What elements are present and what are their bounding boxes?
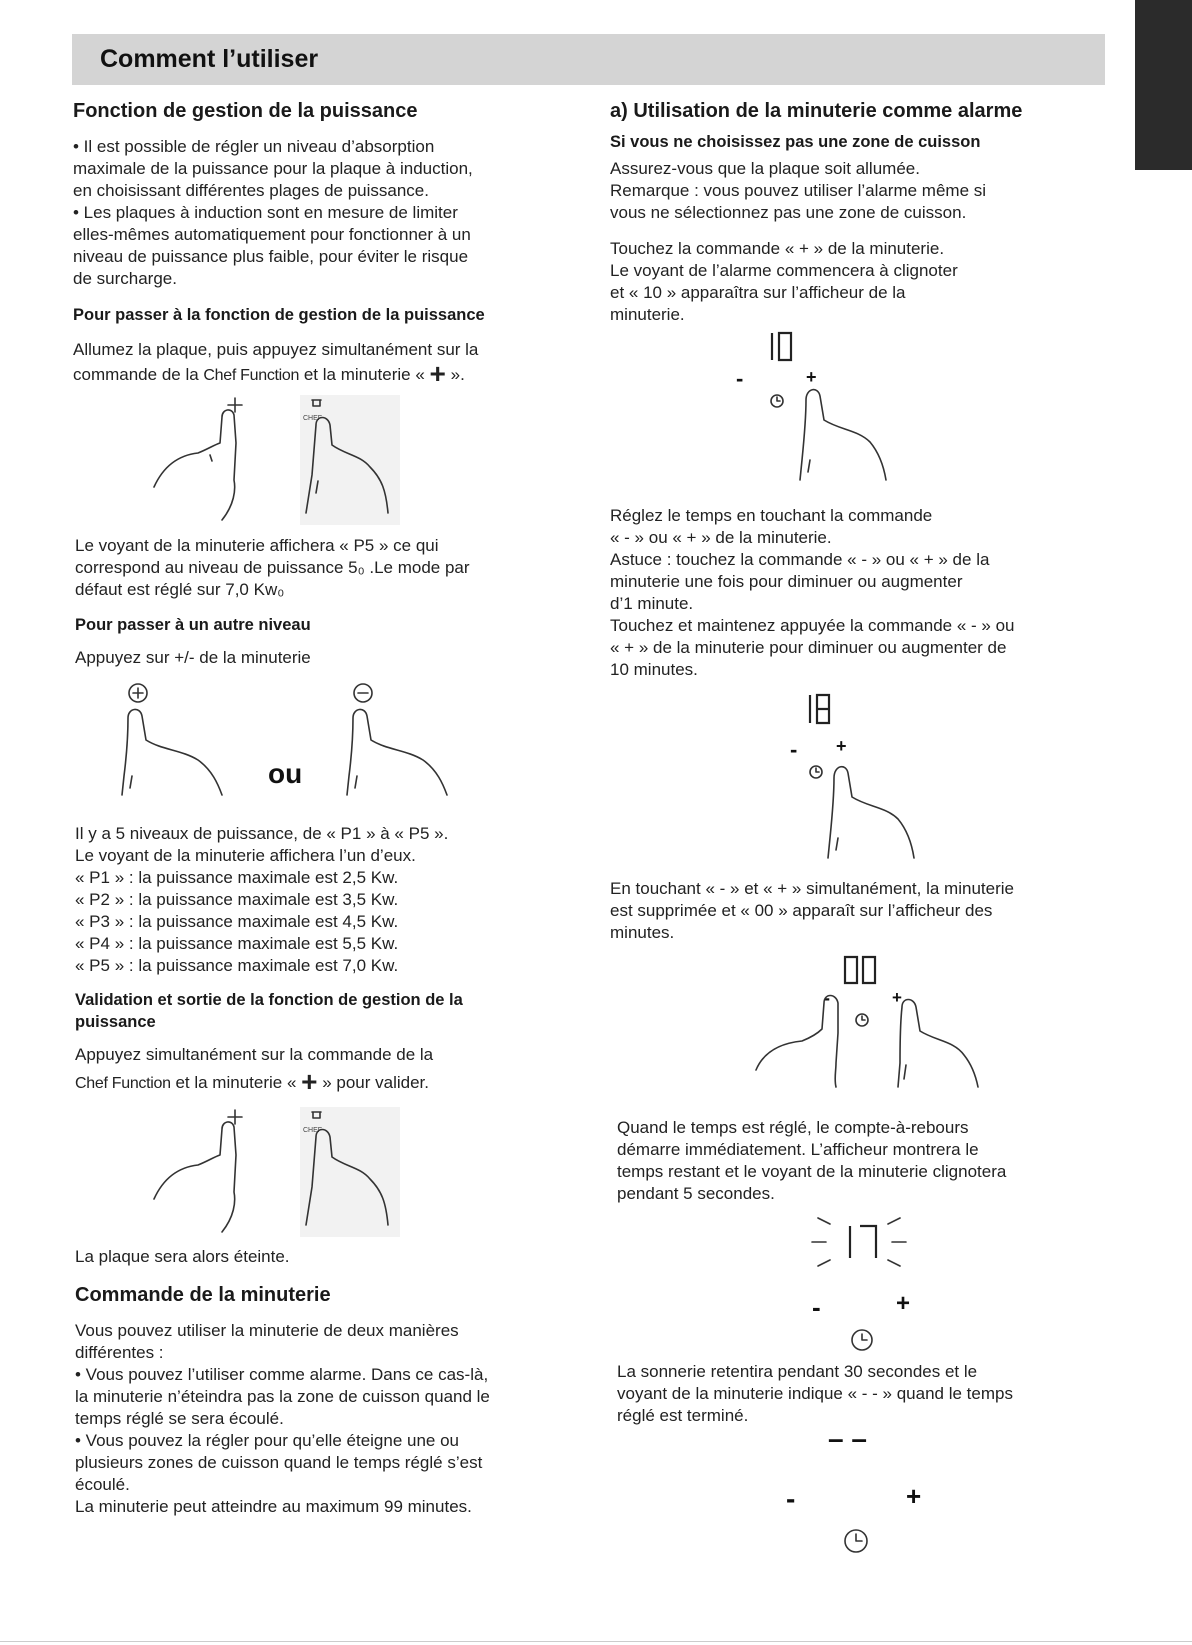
validate-text-2: [75, 1066, 429, 1097]
alarm-section-title: a) Utilisation de la minuterie comme alarme: [610, 100, 1023, 122]
figure-display-10: [730, 330, 910, 490]
touch-plus-text: Touchez la commande « + » de la minuterie. Le voyant de l’alarme commencera à clignoter et « 10 » apparaîtra sur l’afficheur de la minuterie.: [610, 239, 958, 324]
dash-display: – –: [828, 1423, 867, 1454]
chef-function-label: Chef Function: [203, 367, 300, 384]
plus-button[interactable]: +: [896, 1290, 911, 1317]
minus-button[interactable]: -: [812, 1292, 821, 1322]
enter-text-part: commande de la: [73, 365, 204, 384]
chef-icon-label: CHEF: [303, 1127, 323, 1134]
cancel-timer-text: En touchant « - » et « + » simultanément, la minuterie est supprimée et « 00 » apparaît sur l’afficheur des minutes.: [610, 879, 1014, 942]
alarm-end-text: La sonnerie retentira pendant 30 secondes et le voyant de la minuterie indique « - - » quand le temps réglé est terminé.: [617, 1362, 1013, 1425]
power-management-title: Fonction de gestion de la puissance: [73, 100, 418, 122]
enter-mode-title: Pour passer à la fonction de gestion de la puissance: [73, 306, 485, 324]
alarm-intro-text: Assurez-vous que la plaque soit allumée. Remarque : vous pouvez utiliser l’alarme même si vous ne sélectionnez pas une zone de cuisson.: [610, 159, 987, 222]
chef-function-label: Chef Function: [75, 1075, 171, 1092]
timer-control-text: Vous pouvez utiliser la minuterie de deux manières différentes : • Vous pouvez l’utiliser comme alarme. Dans ce cas-là, la minuterie n’éteindra pas la zone de cuisson quand le temps réglé se sera écoulé. • Vous pouvez la régler pour qu’elle éteigne une ou plusieurs zones de cuisson quand le temps réglé s’est écoulé. La minuterie peut atteindre au maximum 99 minutes.: [75, 1321, 490, 1516]
power-levels-list: Il y a 5 niveaux de puissance, de « P1 » à « P5 ». Le voyant de la minuterie affichera l’un d’eux. « P1 » : la puissance maximale est 2,5 Kw. « P2 » : la puissance maximale est 3,5 Kw. « P3 » : la puissance maximale est 4,5 Kw. « P4 » : la puissance maximale est 5,5 Kw. « P5 » : la puissance maximale est 7,0 Kw.: [75, 824, 449, 975]
plus-symbol: +: [429, 358, 446, 389]
page-bottom-edge: [0, 1641, 1192, 1642]
other-level-text: Appuyez sur +/- de la minuterie: [75, 648, 311, 667]
timer-clock-icon: [810, 1212, 920, 1352]
validate-title: Validation et sortie de la fonction de gestion de la puissance: [75, 991, 463, 1031]
enter-text-part: ».: [445, 365, 465, 384]
enter-mode-text-1: Allumez la plaque, puis appuyez simultanément sur la: [73, 340, 479, 359]
validate-text-1: Appuyez simultanément sur la commande de la: [75, 1045, 434, 1064]
or-label: ou: [268, 758, 303, 789]
no-zone-subtitle: Si vous ne choisissez pas une zone de cuisson: [610, 133, 981, 151]
page-title: Comment l’utiliser: [100, 45, 319, 73]
plus-button[interactable]: +: [892, 988, 902, 1007]
figure-display-00: [750, 955, 990, 1095]
minus-button[interactable]: -: [736, 366, 744, 391]
timer-clock-icon: [780, 1425, 940, 1555]
plus-button[interactable]: +: [906, 1481, 922, 1511]
hob-off-text: La plaque sera alors éteinte.: [75, 1247, 290, 1266]
figure-plus-chef-hands-validate: [150, 1107, 400, 1237]
timer-control-title: Commande de la minuterie: [75, 1284, 331, 1306]
minus-button[interactable]: -: [790, 737, 798, 762]
other-level-title: Pour passer à un autre niveau: [75, 616, 311, 634]
side-tab-marker: [1135, 0, 1192, 170]
minus-button[interactable]: -: [786, 1483, 796, 1514]
plus-button[interactable]: +: [836, 736, 847, 756]
figure-plus-or-minus: [118, 680, 478, 800]
two-fingers-pressing-illustration: [750, 955, 990, 1095]
adjust-time-text: Réglez le temps en touchant la commande « - » ou « + » de la minuterie. Astuce : touchez la commande « - » ou « + » de la minuterie une fois pour diminuer ou augmenter d’1 minute. Touchez et maintenez appuyée la commande « - » ou « + » de la minuterie pour diminuer ou augmenter de 10 minutes.: [610, 506, 1015, 679]
enter-mode-text-2: [73, 358, 465, 389]
enter-text-part: et la minuterie «: [299, 365, 430, 384]
finger-pressing-chef-illustration: [150, 395, 400, 525]
figure-display-dashes: [780, 1425, 940, 1555]
minus-button[interactable]: -: [824, 988, 830, 1008]
validate-text-part: et la minuterie «: [170, 1073, 302, 1092]
section-banner: [72, 34, 1105, 85]
chef-icon-label: CHEF: [303, 415, 323, 422]
p5-default-text: Le voyant de la minuterie affichera « P5 » ce qui correspond au niveau de puissance 5₀ .Le mode par défaut est réglé sur 7,0 Kw₀: [75, 536, 470, 599]
countdown-text: Quand le temps est réglé, le compte-à-rebours démarre immédiatement. L’afficheur montrera le temps restant et le voyant de la minuterie clignotera pendant 5 secondes.: [617, 1118, 1007, 1203]
power-management-intro: • Il est possible de régler un niveau d’absorption maximale de la puissance pour la plaque à induction, en choisissant différentes plages de puissance. • Les plaques à induction sont en mesure de limiter elles-mêmes automatiquement pour fonctionner à un niveau de puissance plus faible, pour éviter le risque de surcharge.: [73, 137, 473, 288]
finger-pressing-plus-illustration: [730, 330, 910, 490]
plus-symbol: +: [301, 1066, 318, 1097]
finger-pressing-chef-illustration: [150, 1107, 400, 1237]
finger-pressing-plus-illustration: [790, 693, 970, 863]
figure-display-17-blinking: [810, 1212, 920, 1352]
validate-text-part: » pour valider.: [317, 1073, 429, 1092]
figure-display-18: [790, 693, 970, 863]
plus-button[interactable]: +: [806, 367, 817, 387]
figure-plus-chef-hands: [150, 395, 400, 525]
